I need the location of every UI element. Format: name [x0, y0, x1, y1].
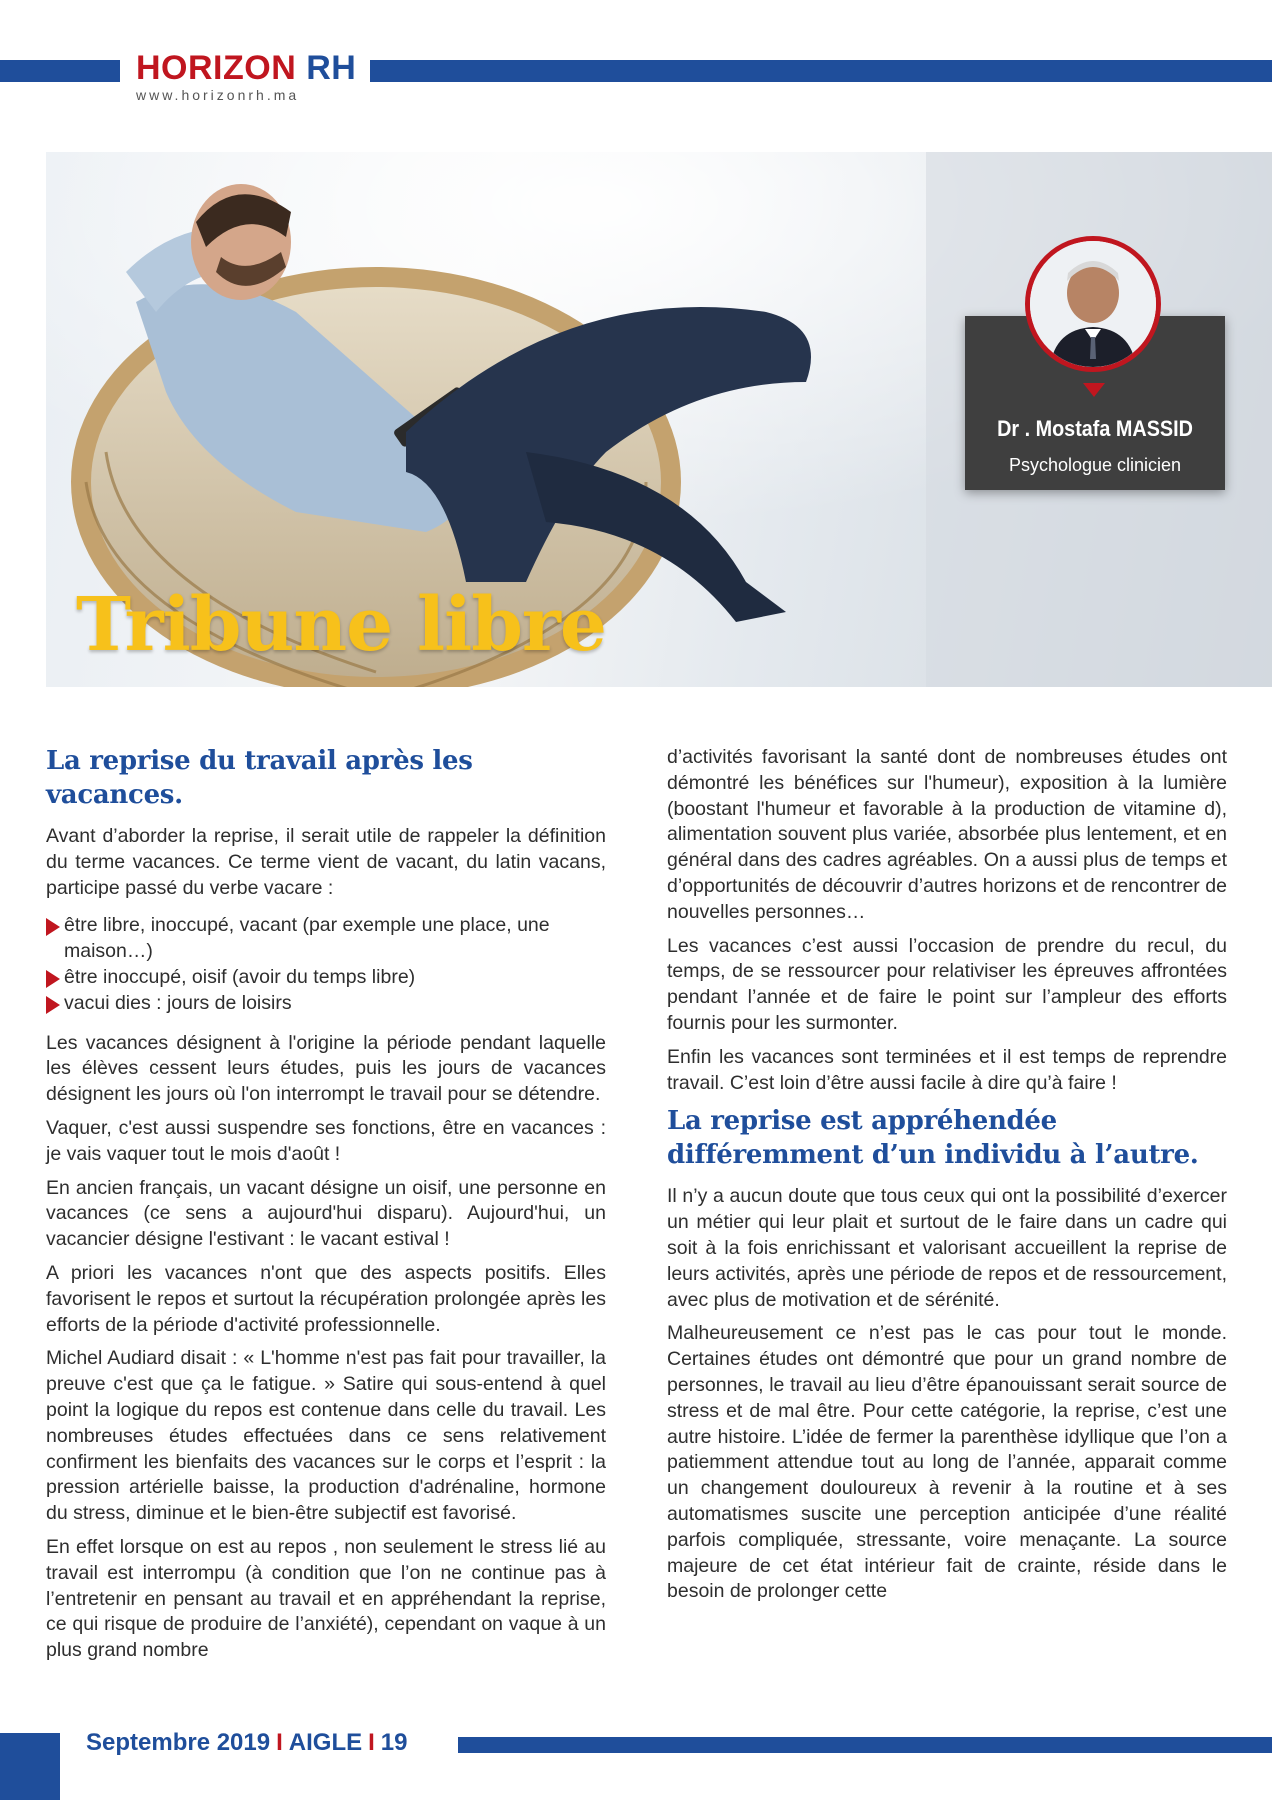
- footer-date: Septembre 2019: [86, 1729, 271, 1756]
- logo-name-rh: RH: [306, 49, 357, 87]
- article-paragraph: En effet lorsque on est au repos , non seulement le stress lié au travail est interrompu (à condition que l’on ne continue pas à l’entretenir en pensant au travail et en appréhendant la reprise, ce qui risque de produire de l’anxiété), cependant on vaque à un plus grand nombre: [46, 1535, 606, 1662]
- logo-name-horizon: HORIZON: [136, 49, 297, 87]
- definition-list: [46, 913, 606, 1016]
- bullet-triangle-icon: [46, 918, 60, 936]
- definition-item: [46, 991, 606, 1017]
- author-role: Psychologue clinicien: [1008, 455, 1182, 475]
- article-paragraph: Les vacances c’est aussi l’occasion de prendre du recul, du temps, de se ressourcer pour relativiser les épreuves affrontées pendant l’année et de faire le point sur l’ampleur des efforts fournis pour les surmonter.: [667, 934, 1227, 1034]
- article-title: La reprise du travail après les vacances.: [46, 746, 473, 810]
- author-pin-marker: [1083, 383, 1105, 397]
- horizon-rh-logo: [136, 50, 360, 104]
- bullet-triangle-icon: [46, 996, 60, 1014]
- logo-name: [136, 50, 360, 86]
- article-subtitle: La reprise est appréhendée différemment d’un individu à l’autre.: [667, 1106, 1199, 1171]
- definition-text: être inoccupé, oisif (avoir du temps libre): [64, 965, 416, 988]
- article-paragraph: Vaquer, c'est aussi suspendre ses fonctions, être en vacances : je vais vaquer tout le mois d'août !: [46, 1116, 606, 1165]
- article-intro: Avant d’aborder la reprise, il serait utile de rappeler la définition du terme vacances. Ce terme vient de vacant, du latin vacans, participe passé du verbe vacare :: [46, 825, 606, 899]
- page-number: 19: [380, 1729, 408, 1756]
- article-paragraph: d’activités favorisant la santé dont de nombreuses études ont démontré les bénéfices sur l'humeur), exposition à la lumière (boostant l'humeur et favorable à la production de vitamine d), alimentation souvent plus variée, absorbée plus lentement, et en général dans des cadres agréables. On a aussi plus de temps et d’opportunités de découvrir d’autres horizons et de rencontrer de nouvelles personnes…: [667, 746, 1227, 923]
- definition-text: être libre, inoccupé, vacant (par exemple une place, une maison…): [64, 914, 550, 963]
- article-paragraph: Il n’y a aucun doute que tous ceux qui ont la possibilité d’exercer un métier qui leur plait et surtout de le faire dans un cadre qui soit à la fois enrichissant et valorisant accueillent la reprise de leurs activités, après une période de repos et de ressourcement, avec plus de motivation et de sérénité.: [667, 1185, 1227, 1311]
- article-column-left: [46, 744, 606, 1672]
- article-paragraph: Les vacances désignent à l'origine la période pendant laquelle les élèves cessent leurs études, puis les jours de vacances désignent les jours où l'on interrompt le travail pour se détendre.: [46, 1031, 606, 1106]
- footer-separator: I: [368, 1729, 375, 1756]
- article-paragraph: Malheureusement ce n’est pas le cas pour tout le monde. Certaines études ont démontré que pour un grand nombre de personnes, le travail au lieu d’être épanouissant serait source de stress et de mal être. Pour cette catégorie, la reprise, c’est une autre histoire. L’idée de fermer la parenthèse idyllique que l’on a patiemment attendue tout au long de l’année, apparait comme un changement douloureux à revenir à la routine et à ses automatismes suscite une perception anticipée d’une réalité parfois compliquée, stressante, voire menaçante. La source majeure de cet état intérieur fait de crainte, réside dans le besoin de prolonger cette: [667, 1322, 1227, 1603]
- footer-magazine: AIGLE: [288, 1729, 363, 1756]
- article-paragraph: En ancien français, un vacant désigne un oisif, une personne en vacances (ce sens a aujourd'hui disparu). Aujourd'hui, un vacancier désigne l'estivant : le vacant estival !: [46, 1176, 606, 1251]
- definition-item: [46, 965, 606, 991]
- footer-folio: [86, 1728, 408, 1758]
- header-bar-right: [370, 60, 1272, 82]
- author-name: Dr . Mostafa MASSID: [997, 416, 1193, 441]
- article-paragraph: Michel Audiard disait : « L'homme n'est pas fait pour travailler, la preuve c'est que ça le fatigue. » Satire qui sous-entend à quel point la logique du repos est contenue dans celle du travail. Les nombreuses études effectuées dans ce sens relativement confirment les bienfaits des vacances sur le corps et l’esprit : la pression artérielle baisse, la production d'adrénaline, hormone du stress, diminue et le bien-être subjectif est favorisé.: [46, 1347, 606, 1525]
- footer-block: [0, 1733, 60, 1800]
- definition-text: vacui dies : jours de loisirs: [64, 991, 292, 1014]
- section-title-tribune-libre: Tribune libre: [76, 582, 607, 668]
- article-paragraph: Enfin les vacances sont terminées et il est temps de reprendre travail. C’est loin d’être aussi facile à dire qu’à faire !: [667, 1045, 1227, 1094]
- header-bar-left: [0, 60, 120, 82]
- footer-bar: [458, 1737, 1272, 1753]
- bullet-triangle-icon: [46, 970, 60, 988]
- author-portrait-icon: [1030, 241, 1156, 367]
- definition-item: [46, 913, 606, 965]
- author-portrait: [1025, 236, 1161, 372]
- footer-separator: I: [276, 1729, 283, 1756]
- logo-url: www.horizonrh.ma: [136, 87, 300, 103]
- article-paragraph: A priori les vacances n'ont que des aspects positifs. Elles favorisent le repos et surtout la récupération prolongée après les efforts de la période d'activité professionnelle.: [46, 1261, 606, 1336]
- article-column-right: [667, 745, 1227, 1613]
